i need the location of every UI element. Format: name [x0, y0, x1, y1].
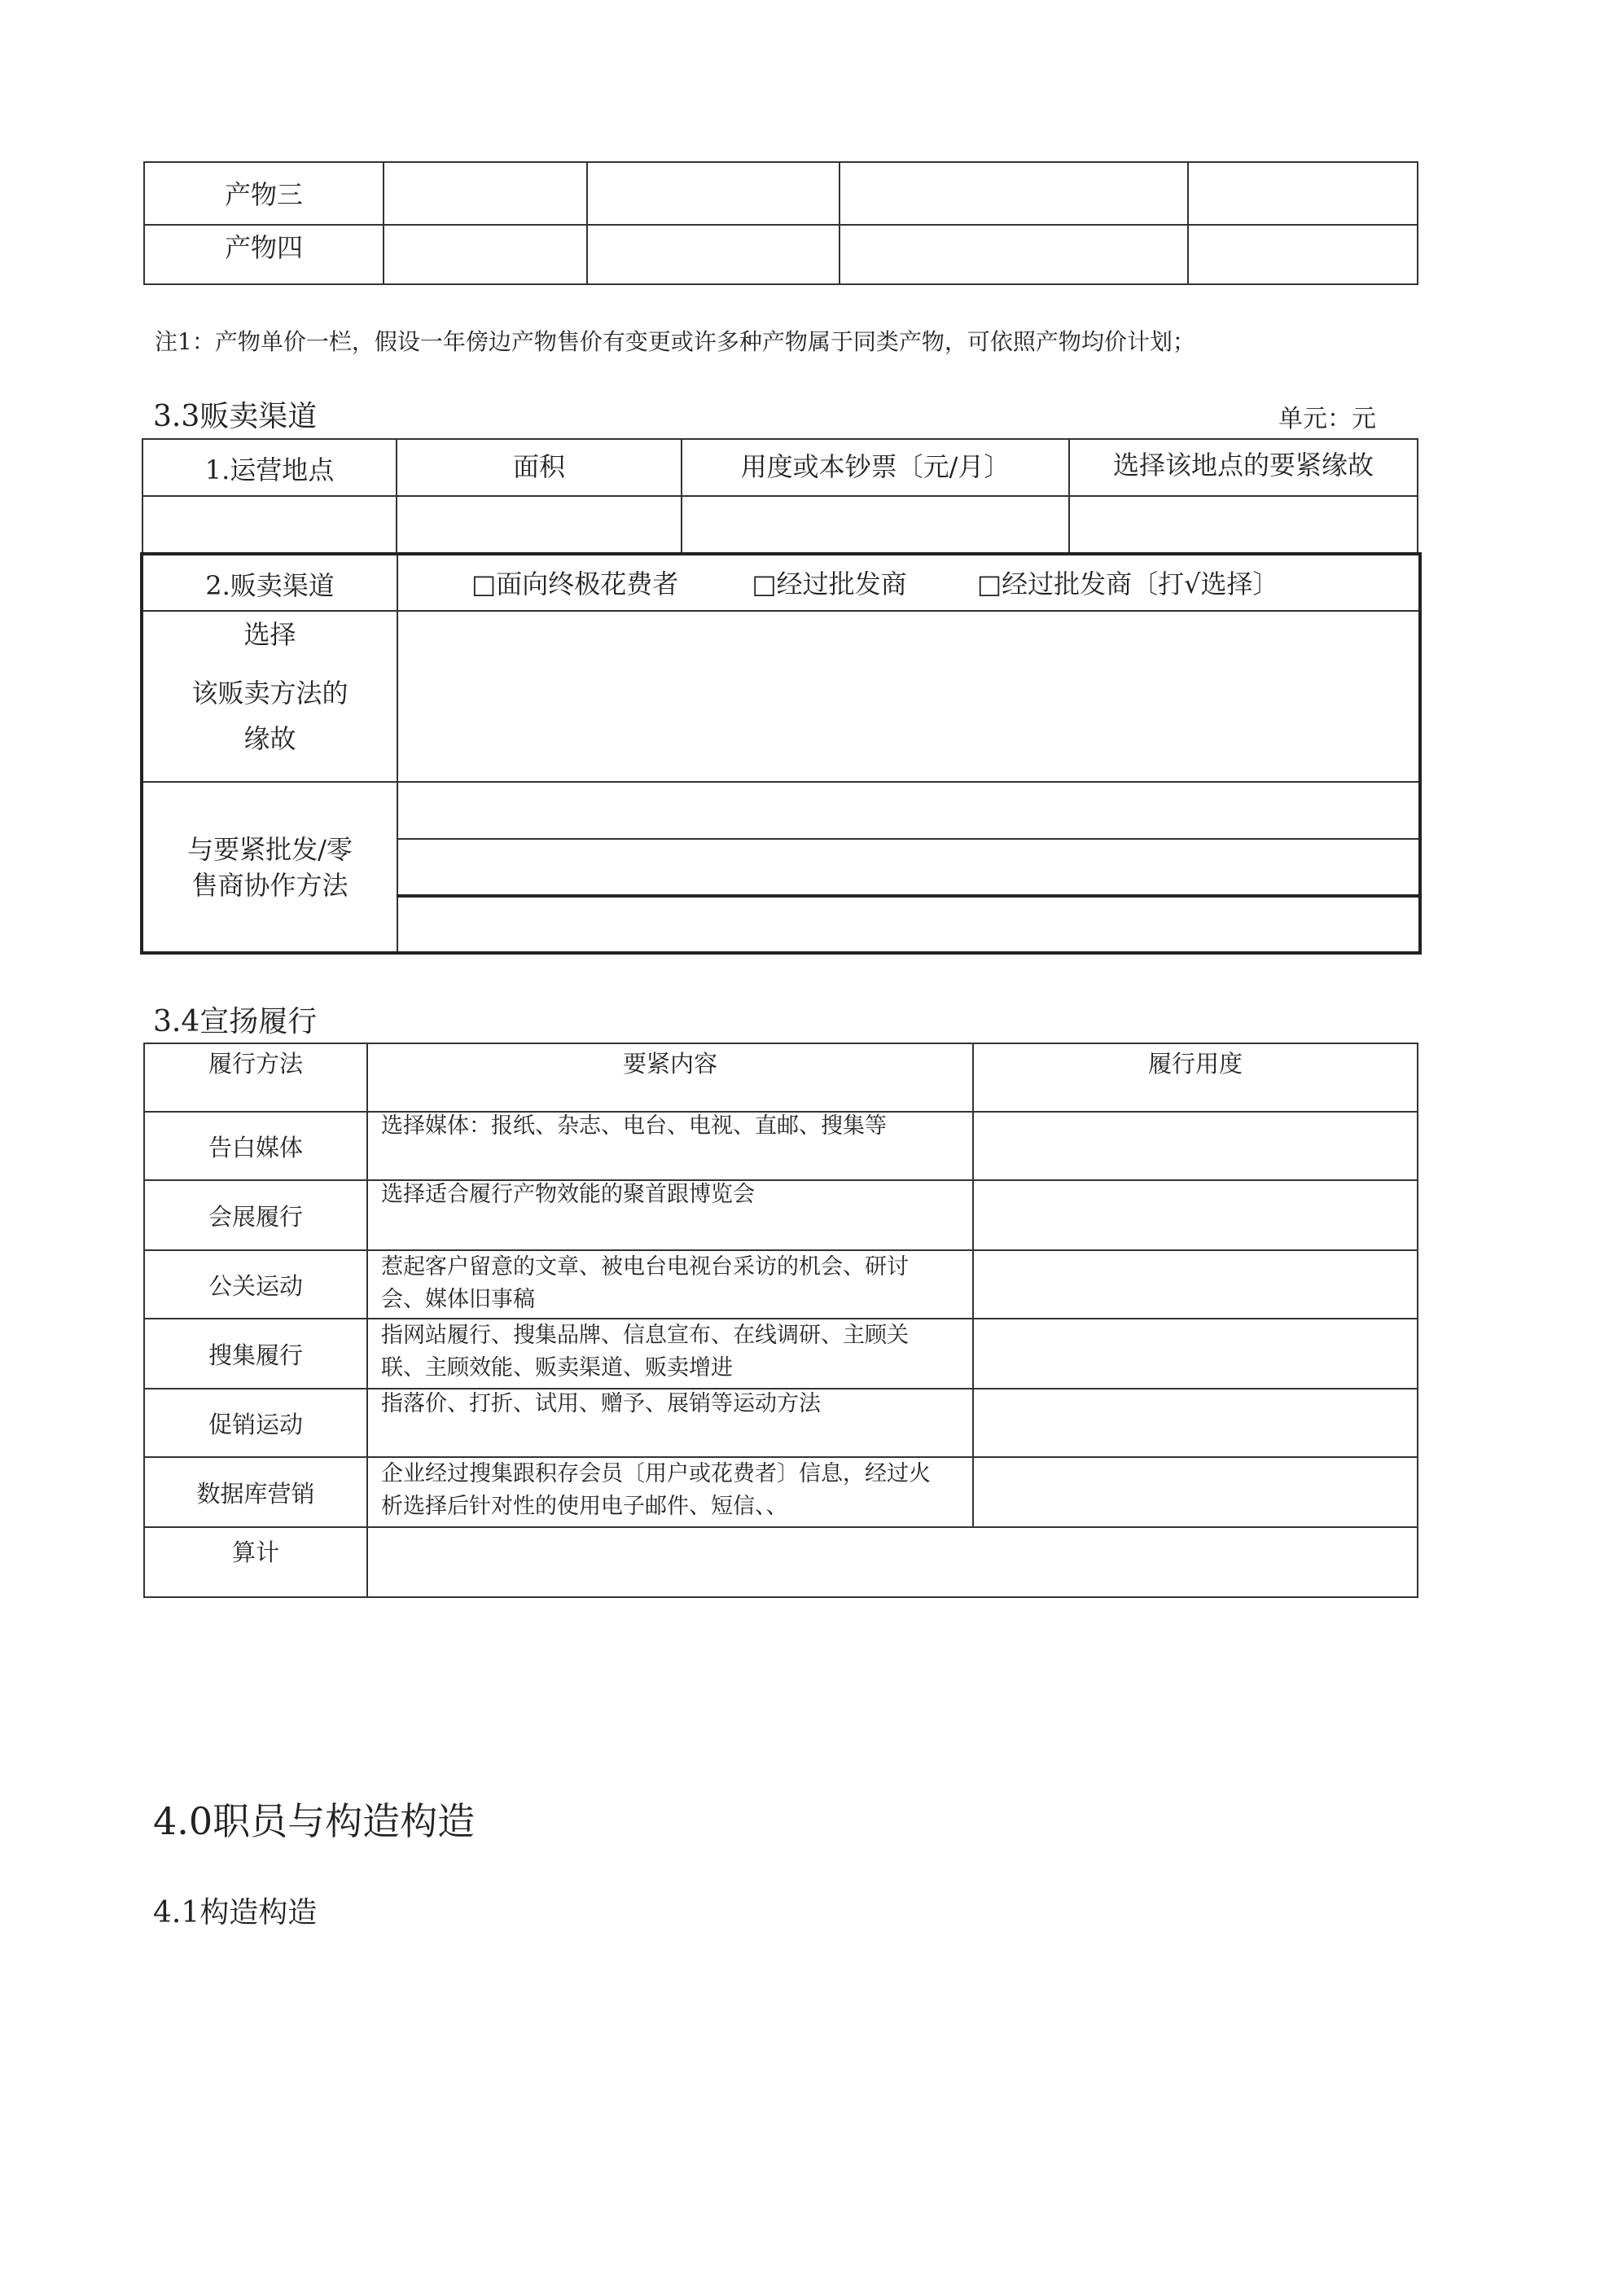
unit-label: 单元：元: [1278, 405, 1376, 433]
location-table: [142, 438, 1418, 554]
promotion-content: 企业经过搜集跟积存会员〔用户或花费者〕信息，经过火析选择后针对性的使用电子邮件、短信、、: [367, 1457, 973, 1527]
table-cell[interactable]: [1069, 496, 1418, 553]
product-row-label: 产物四: [144, 225, 384, 284]
location-header: 1.运营地点: [142, 439, 397, 496]
table-cell[interactable]: [587, 162, 839, 225]
promotion-header: 要紧内容: [367, 1043, 973, 1112]
reason-label: [142, 611, 397, 782]
section-heading-3-3: 3.3贩卖渠道: [153, 400, 318, 433]
total-label: 算计: [144, 1527, 367, 1597]
promotion-method: 会展履行: [144, 1180, 367, 1250]
total-cell[interactable]: [367, 1527, 1418, 1597]
section-heading-4-0: 4.0职员与构造构造: [153, 1799, 476, 1843]
promotion-cost-cell[interactable]: [973, 1180, 1418, 1250]
promotion-content: 选择媒体：报纸、杂志、电台、电视、直邮、搜集等: [367, 1112, 973, 1180]
promotion-cost-cell[interactable]: [973, 1112, 1418, 1180]
product-table: [143, 161, 1418, 285]
section-heading-4-1: 4.1构造构造: [153, 1896, 318, 1929]
promotion-method: 告白媒体: [144, 1112, 367, 1180]
reason-field[interactable]: [397, 611, 1420, 782]
channel-table: [140, 552, 1422, 955]
table-cell[interactable]: [384, 162, 587, 225]
cooperation-field[interactable]: [397, 896, 1420, 953]
promotion-content: 指网站履行、搜集品牌、信息宣布、在线调研、主顾关联、主顾效能、贩卖渠道、贩卖增进: [367, 1319, 973, 1389]
cooperation-label-line: 与要紧批发/零: [187, 833, 353, 865]
channel-options: [397, 554, 1420, 611]
table-cell[interactable]: [839, 225, 1188, 284]
table-cell[interactable]: [682, 496, 1069, 553]
table-cell[interactable]: [397, 496, 682, 553]
product-row-label: 产物三: [144, 162, 384, 225]
channel-label: 2.贩卖渠道: [142, 554, 397, 611]
option-wholesaler[interactable]: □经过批发商: [752, 569, 907, 599]
promotion-content: 选择适合履行产物效能的聚首跟博览会: [367, 1180, 973, 1250]
promotion-content: 指落价、打折、试用、赠予、展销等运动方法: [367, 1389, 973, 1457]
promotion-cost-cell[interactable]: [973, 1319, 1418, 1389]
promotion-method: 促销运动: [144, 1389, 367, 1457]
promotion-cost-cell[interactable]: [973, 1457, 1418, 1527]
reason-label-line: 选择: [243, 619, 296, 650]
table-cell[interactable]: [142, 496, 397, 553]
cooperation-label: [142, 782, 397, 953]
table-cell[interactable]: [384, 225, 587, 284]
area-header: 面积: [397, 439, 682, 496]
promotion-header: 履行用度: [973, 1043, 1418, 1112]
section-heading-3-4: 3.4宣扬履行: [153, 1005, 318, 1038]
promotion-header: 履行方法: [144, 1043, 367, 1112]
promotion-table: [143, 1043, 1418, 1598]
table-cell[interactable]: [1188, 162, 1418, 225]
option-wholesaler-check[interactable]: □经过批发商〔打√选择〕: [976, 569, 1279, 599]
cooperation-label-line: 售商协作方法: [191, 869, 349, 901]
option-direct-consumer[interactable]: □面向终极花费者: [471, 569, 679, 599]
table-cell[interactable]: [1188, 225, 1418, 284]
table-cell[interactable]: [587, 225, 839, 284]
promotion-method: 公关运动: [144, 1250, 367, 1319]
promotion-method: 搜集履行: [144, 1319, 367, 1389]
reason-header: 选择该地点的要紧缘故: [1069, 439, 1418, 496]
promotion-method: 数据库营销: [144, 1457, 367, 1527]
promotion-cost-cell[interactable]: [973, 1389, 1418, 1457]
note-text: 注1：产物单价一栏，假设一年傍边产物售价有变更或许多种产物属于同类产物，可依照产物均价计划；: [155, 328, 1195, 355]
promotion-cost-cell[interactable]: [973, 1250, 1418, 1319]
table-cell[interactable]: [839, 162, 1188, 225]
reason-label-line: 该贩卖方法的: [191, 678, 349, 709]
reason-label-line: 缘故: [243, 723, 296, 754]
cost-header: 用度或本钞票〔元/月〕: [682, 439, 1069, 496]
promotion-content: 惹起客户留意的文章、被电台电视台采访的机会、研讨会、媒体旧事稿: [367, 1250, 973, 1319]
cooperation-field[interactable]: [397, 782, 1420, 839]
cooperation-field[interactable]: [397, 839, 1420, 896]
